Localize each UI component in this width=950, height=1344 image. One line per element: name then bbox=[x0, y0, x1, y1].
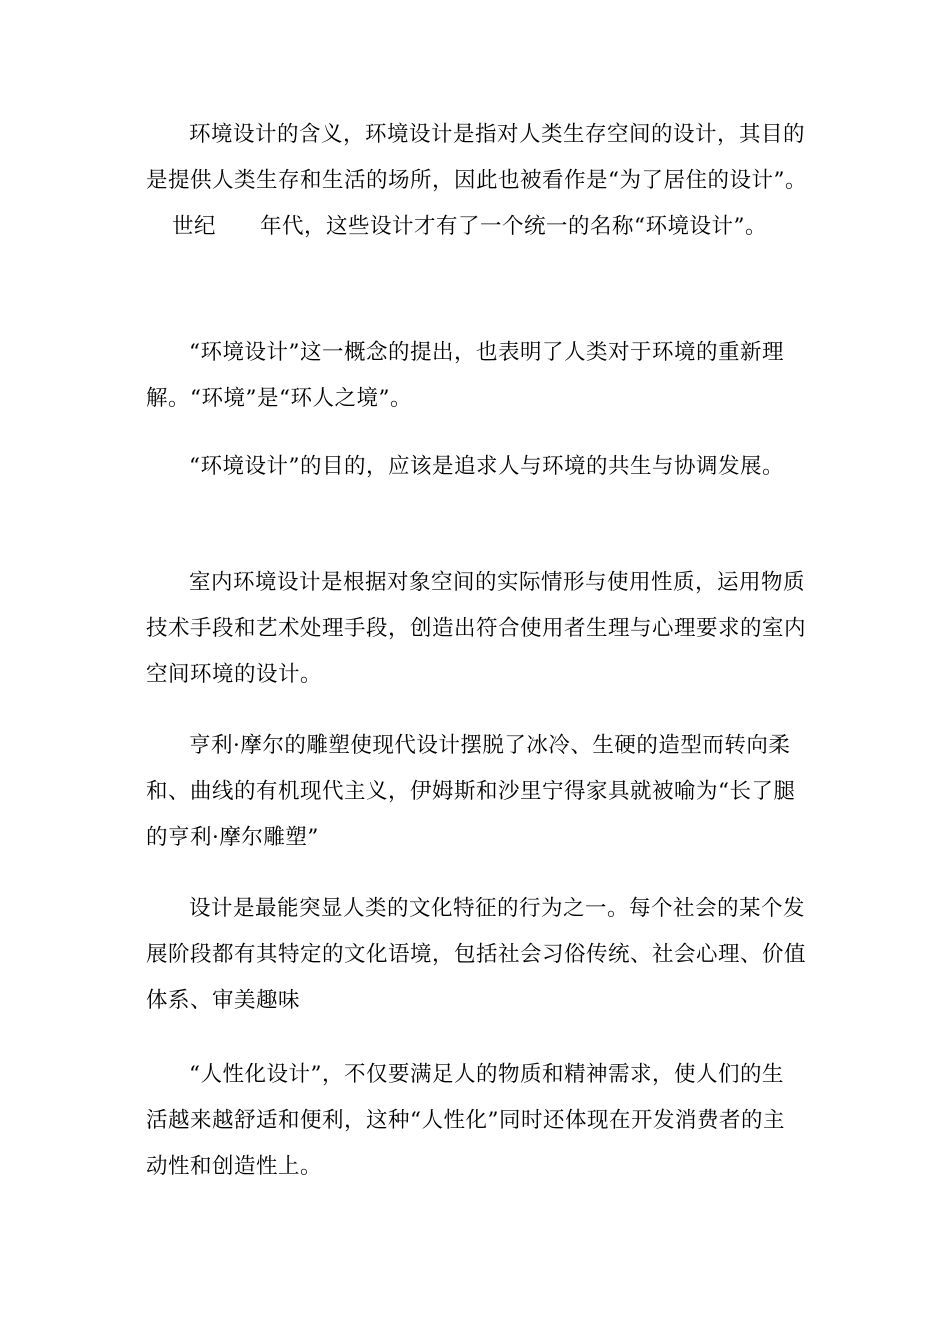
text-line: 动性和创造性上。 bbox=[146, 1154, 323, 1179]
text-line: 体系、审美趣味 bbox=[146, 988, 301, 1013]
text-line: 世纪 年代，这些设计才有了一个统一的名称“环境设计”。 bbox=[172, 214, 767, 239]
paragraph-interior-design bbox=[146, 560, 808, 698]
text-line: “环境设计”这一概念的提出，也表明了人类对于环境的重新理 bbox=[189, 340, 784, 365]
paragraph-environment-design-definition bbox=[146, 112, 808, 250]
text-line: 设计是最能突显人类的文化特征的行为之一。每个社会的某个发 bbox=[189, 896, 806, 921]
text-line: 亨利·摩尔的雕塑使现代设计摆脱了冰冷、生硬的造型而转向柔 bbox=[189, 733, 791, 758]
paragraph-henry-moore bbox=[146, 723, 808, 861]
text-line: 是提供人类生存和生活的场所，因此也被看作是“为了居住的设计”。 bbox=[146, 168, 807, 193]
paragraph-design-culture bbox=[146, 886, 808, 1024]
text-line: 的亨利·摩尔雕塑” bbox=[146, 825, 319, 850]
text-line: 和、曲线的有机现代主义，伊姆斯和沙里宁得家具就被喻为“长了腿 bbox=[146, 779, 796, 804]
text-line: 空间环境的设计。 bbox=[146, 662, 323, 687]
text-line: 展阶段都有其特定的文化语境，包括社会习俗传统、社会心理、价值 bbox=[146, 942, 807, 967]
text-line: 室内环境设计是根据对象空间的实际情形与使用性质，运用物质 bbox=[189, 570, 806, 595]
text-line: 解。“环境”是“环人之境”。 bbox=[146, 386, 412, 411]
text-line: 技术手段和艺术处理手段，创造出符合使用者生理与心理要求的室内 bbox=[146, 616, 807, 641]
paragraph-humanized-design bbox=[146, 1052, 808, 1190]
paragraph-design-purpose bbox=[146, 444, 808, 490]
paragraph-concept-proposal bbox=[146, 330, 808, 422]
text-line: “环境设计”的目的，应该是追求人与环境的共生与协调发展。 bbox=[189, 454, 784, 479]
text-line: 活越来越舒适和便利，这种“人性化”同时还体现在开发消费者的主 bbox=[146, 1108, 785, 1133]
text-line: “人性化设计”，不仅要满足人的物质和精神需求，使人们的生 bbox=[189, 1062, 784, 1087]
text-line: 环境设计的含义，环境设计是指对人类生存空间的设计，其目的 bbox=[189, 122, 806, 147]
